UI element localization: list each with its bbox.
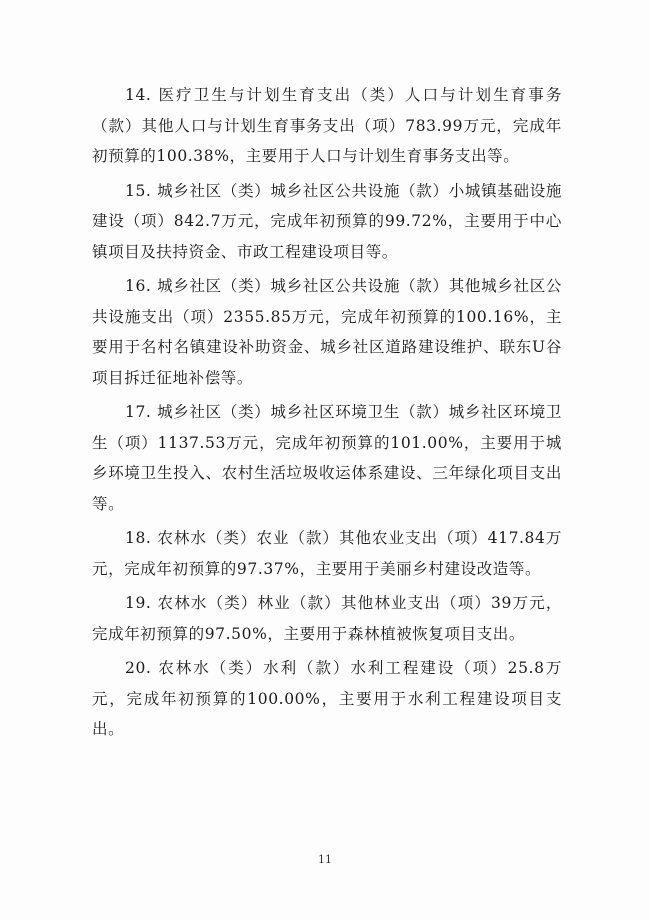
paragraph-item-14: 14. 医疗卫生与计划生育支出（类）人口与计划生育事务（款）其他人口与计划生育事务支出（项）783.99万元，完成年初预算的100.38%，主要用于人口与计划生育事务支出等。 (92, 86, 562, 165)
paragraph-item-16: 16. 城乡社区（类）城乡社区公共设施（款）其他城乡社区公共设施支出（项）2355.85万元，完成年初预算的100.16%，主要用于名村名镇建设补助资金、城乡社区道路建设维护、联东U谷项目拆迁征地补偿等。 (92, 277, 562, 387)
paragraph-item-20: 20. 农林水（类）水利（款）水利工程建设（项）25.8万元，完成年初预算的100.00%，主要用于水利工程建设项目支出。 (92, 659, 562, 738)
page-number: 11 (318, 853, 332, 866)
paragraph-item-17: 17. 城乡社区（类）城乡社区环境卫生（款）城乡社区环境卫生（项）1137.53万元，完成年初预算的101.00%，主要用于城乡环境卫生投入、农村生活垃圾收运体系建设、三年绿化项目支出等。 (92, 403, 562, 513)
document-body (92, 80, 562, 749)
paragraph-item-15: 15. 城乡社区（类）城乡社区公共设施（款）小城镇基础设施建设（项）842.7万元，完成年初预算的99.72%，主要用于中心镇项目及扶持资金、市政工程建设项目等。 (92, 181, 562, 261)
paragraph-item-18: 18. 农林水（类）农业（款）其他农业支出（项）417.84万元，完成年初预算的97.37%，主要用于美丽乡村建设改造等。 (92, 529, 562, 578)
paragraph-item-19: 19. 农林水（类）林业（款）其他林业支出（项）39万元，完成年初预算的97.50%，主要用于森林植被恢复项目支出。 (92, 594, 562, 643)
